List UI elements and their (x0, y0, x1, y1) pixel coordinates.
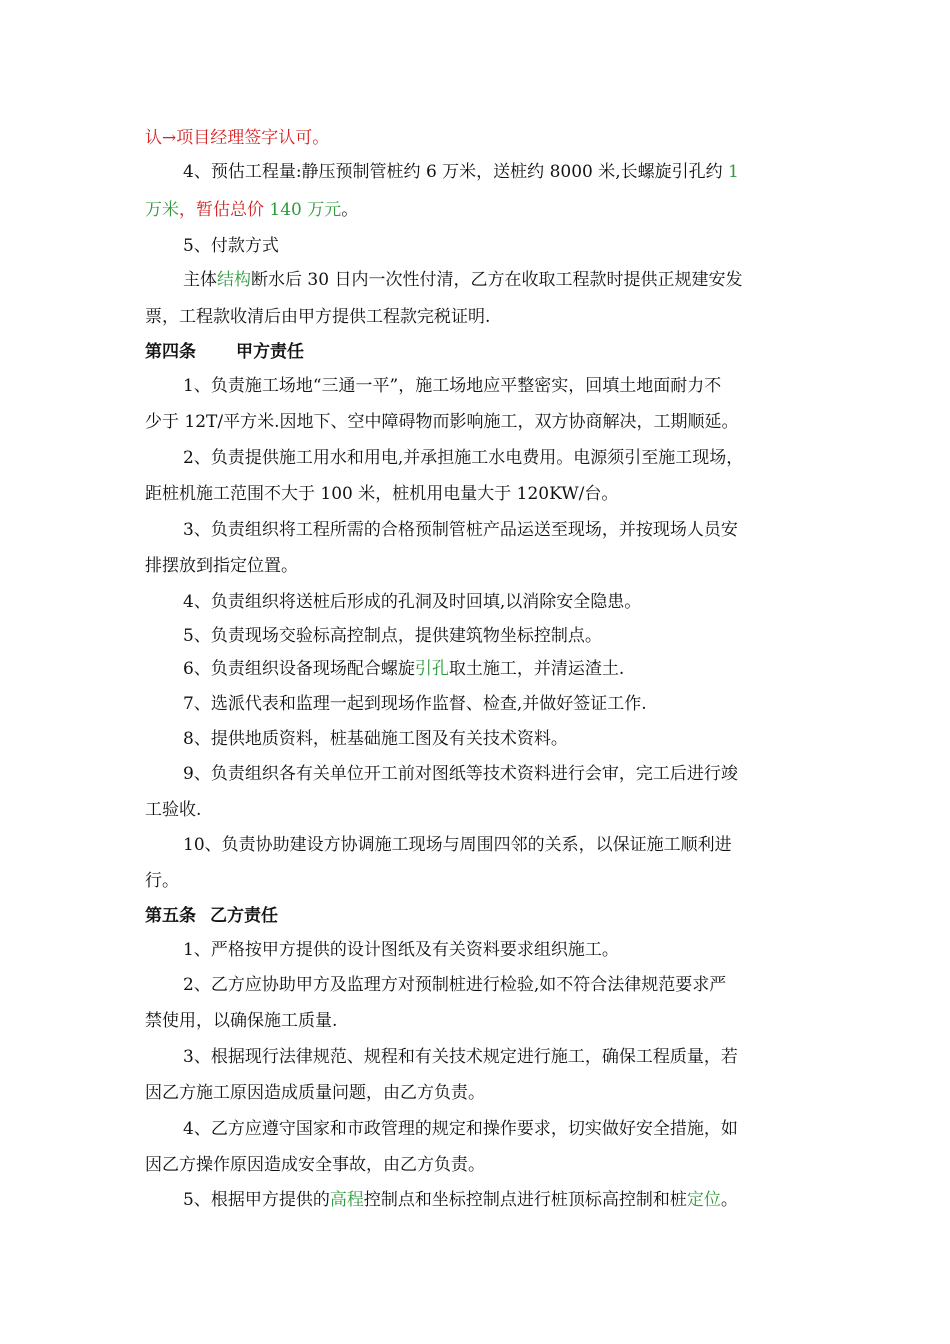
article-5-title: 乙方责任 (210, 906, 278, 926)
a4-item-4 (183, 590, 641, 614)
a5-item-2-cont (145, 1009, 337, 1033)
article-5-heading (145, 904, 278, 928)
article-4-number: 第四条 (145, 342, 196, 362)
a4-item-8 (183, 727, 568, 751)
payment-title-text: 5、付款方式 (183, 236, 279, 256)
a5-item-5 (183, 1188, 738, 1212)
a4-item-7 (183, 692, 647, 716)
a4-item-3-cont (145, 554, 298, 578)
acceptance-line (145, 126, 329, 150)
a4-item-1-text: 1、负责施工场地“三通一平”，施工场地应平整密实，回填土地面耐力不 (183, 376, 722, 396)
payment-line-1 (183, 268, 742, 292)
estimate-total-value: 140 万元 (269, 200, 342, 220)
article-5-number: 第五条 (145, 906, 196, 926)
a5-item-3 (183, 1045, 738, 1069)
estimate-line-2 (145, 198, 358, 222)
a4-item-6 (183, 657, 624, 681)
a4-item-10 (183, 833, 732, 857)
estimate-line (183, 160, 739, 184)
a4-item-9-cont (145, 798, 201, 822)
a4-item-2-text: 2、负责提供施工用水和用电,并承担施工水电费用。电源须引至施工现场， (183, 448, 744, 468)
a4-item-1-text-2: 少于 12T/平方米.因地下、空中障碍物而影响施工，双方协商解决，工期顺延。 (145, 412, 739, 432)
a5-item-5-elevation: 高程 (329, 1190, 364, 1210)
a5-item-5-end: 。 (720, 1190, 738, 1210)
a4-item-3 (183, 518, 738, 542)
a4-item-6-text-c: 取土施工，并清运渣土. (448, 659, 625, 679)
a4-item-2 (183, 446, 743, 470)
a5-item-3-text: 3、根据现行法律规范、规程和有关技术规定进行施工，确保工程质量，若 (183, 1047, 738, 1067)
acceptance-text: 认→项目经理签字认可。 (145, 128, 330, 148)
payment-line-2 (145, 305, 490, 329)
article-4-title: 甲方责任 (236, 342, 304, 362)
estimate-end: 。 (341, 200, 359, 220)
a5-item-5-text-c: 控制点和坐标控制点进行桩顶标高控制和桩 (363, 1190, 687, 1210)
a5-item-1 (183, 938, 619, 962)
a5-item-4-text: 4、乙方应遵守国家和市政管理的规定和操作要求，切实做好安全措施，如 (183, 1119, 738, 1139)
a4-item-3-text: 3、负责组织将工程所需的合格预制管桩产品运送至现场，并按现场人员安 (183, 520, 738, 540)
a4-item-6-text-a: 6、负责组织设备现场配合螺旋 (183, 659, 415, 679)
a5-item-2-text: 2、乙方应协助甲方及监理方对预制桩进行检验,如不符合法律规范要求严 (183, 975, 727, 995)
a5-item-5-text-a: 5、根据甲方提供的 (183, 1190, 330, 1210)
a4-item-7-text: 7、选派代表和监理一起到现场作监督、检查,并做好签证工作. (183, 694, 647, 714)
a4-item-1-cont (145, 410, 739, 434)
a4-item-9-text: 9、负责组织各有关单位开工前对图纸等技术资料进行会审，完工后进行竣 (183, 764, 738, 784)
a4-item-5 (183, 624, 602, 648)
a4-item-10-cont (145, 869, 179, 893)
a4-item-4-text: 4、负责组织将送桩后形成的孔洞及时回填,以消除安全隐患。 (183, 592, 642, 612)
a5-item-3-text-2: 因乙方施工原因造成质量问题，由乙方负责。 (145, 1083, 485, 1103)
a5-item-1-text: 1、严格按甲方提供的设计图纸及有关资料要求组织施工。 (183, 940, 619, 960)
article-4-heading (145, 340, 304, 364)
a4-item-8-text: 8、提供地质资料，桩基础施工图及有关技术资料。 (183, 729, 568, 749)
a5-item-3-cont (145, 1081, 485, 1105)
a4-item-10-text: 10、负责协助建设方协调施工现场与周围四邻的关系，以保证施工顺利进 (183, 835, 732, 855)
payment-text-c: 断水后 30 日内一次性付清，乙方在收取工程款时提供正规建安发 (251, 270, 743, 290)
estimate-drill-qty: 1 (728, 162, 739, 182)
a4-item-1 (183, 374, 721, 398)
payment-structure: 结构 (217, 270, 251, 290)
estimate-text: 4、预估工程量:静压预制管桩约 6 万米，送桩约 8000 米,长螺旋引孔约 (183, 162, 729, 182)
a5-item-4-cont (145, 1153, 485, 1177)
a5-item-4-text-2: 因乙方操作原因造成安全事故，由乙方负责。 (145, 1155, 485, 1175)
a4-item-2-text-2: 距桩机施工范围不大于 100 米，桩机用电量大于 120KW/台。 (145, 484, 619, 504)
a5-item-5-positioning: 定位 (686, 1190, 721, 1210)
a4-item-6-drill: 引孔 (414, 659, 449, 679)
a4-item-9 (183, 762, 738, 786)
estimate-unit: 万米 (145, 200, 179, 220)
a4-item-2-cont (145, 482, 618, 506)
payment-text-2: 票，工程款收清后由甲方提供工程款完税证明. (145, 307, 491, 327)
payment-text-a: 主体 (183, 270, 217, 290)
a4-item-10-text-2: 行。 (145, 871, 179, 891)
a5-item-2 (183, 973, 726, 997)
a4-item-9-text-2: 工验收. (145, 800, 202, 820)
a4-item-3-text-2: 排摆放到指定位置。 (145, 556, 298, 576)
payment-title (183, 234, 279, 258)
a4-item-5-text: 5、负责现场交验标高控制点，提供建筑物坐标控制点。 (183, 626, 602, 646)
a5-item-4 (183, 1117, 738, 1141)
a5-item-2-text-2: 禁使用，以确保施工质量. (145, 1011, 338, 1031)
estimate-total-label: ，暂估总价 (179, 200, 270, 220)
